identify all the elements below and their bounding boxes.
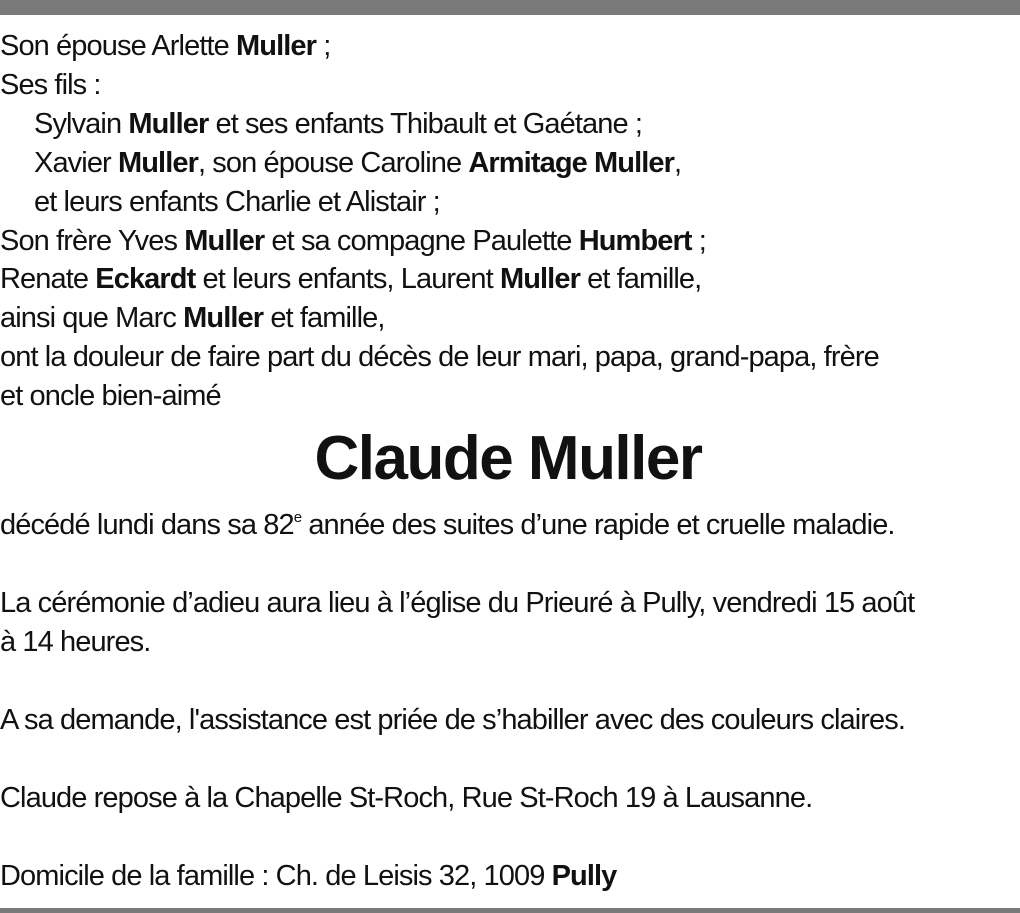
family-domicile [0, 857, 1016, 896]
surname: Muller [117, 146, 198, 179]
family-line [0, 27, 1016, 66]
deceased-name: Claude Muller [314, 424, 702, 494]
family-line [0, 299, 1016, 338]
text: Son épouse Arlette [0, 30, 237, 62]
death-notice [0, 27, 1016, 896]
surname: Muller [183, 302, 264, 335]
family-line: Ses fils : [0, 68, 101, 101]
resting-place: Claude repose à la Chapelle St-Roch, Rue St-Roch 19 à Lausanne. [0, 781, 813, 814]
surname: Muller [236, 30, 317, 62]
text: Domicile de la famille : Ch. de Leisis 32, 1009 [0, 859, 552, 892]
death-details [0, 506, 1016, 545]
surname: Eckardt [95, 263, 196, 296]
text: et leurs enfants, Laurent [195, 263, 500, 296]
spacer [0, 818, 1016, 857]
ceremony-line: à 14 heures. [0, 625, 151, 658]
bottom-rule [0, 908, 1020, 913]
surname: Armitage Muller [468, 146, 675, 179]
ceremony-line: La cérémonie d’adieu aura lieu à l’église du Prieuré à Pully, vendredi 15 août [0, 586, 915, 619]
family-line [0, 222, 1016, 261]
text: Xavier [34, 146, 118, 179]
spacer [0, 545, 1016, 584]
ordinal-suffix: e [293, 509, 302, 527]
text: et famille, [579, 263, 702, 296]
family-line [0, 260, 1016, 299]
spacer [0, 662, 1016, 701]
text: Renate [0, 263, 96, 296]
family-line [0, 105, 1016, 144]
text: ainsi que Marc [0, 302, 184, 335]
dress-request: A sa demande, l'assistance est priée de s’habiller avec des couleurs claires. [0, 703, 906, 736]
spacer [0, 740, 1016, 779]
text: ; [691, 224, 706, 257]
text: , [674, 146, 682, 179]
text: et ses enfants Thibault et Gaétane ; [208, 107, 643, 140]
surname: Humbert [578, 224, 692, 257]
text: , son épouse Caroline [197, 146, 469, 179]
text: et sa compagne Paulette [264, 224, 579, 257]
family-line: et leurs enfants Charlie et Alistair ; [34, 185, 440, 218]
text: année des suites d’une rapide et cruelle maladie. [301, 509, 895, 542]
surname: Muller [499, 263, 580, 296]
city: Pully [551, 859, 617, 892]
text: Son frère Yves [0, 224, 185, 257]
announcement-line: et oncle bien-aimé [0, 380, 221, 413]
surname: Muller [128, 107, 209, 140]
surname: Muller [184, 224, 265, 257]
text: et famille, [263, 302, 385, 335]
family-line [0, 144, 1016, 183]
text: ; [316, 30, 331, 62]
text: Sylvain [34, 107, 129, 140]
announcement-line: ont la douleur de faire part du décès de leur mari, papa, grand-papa, frère [0, 341, 879, 374]
top-rule [0, 0, 1020, 15]
text: décédé lundi dans sa 82 [0, 509, 294, 542]
